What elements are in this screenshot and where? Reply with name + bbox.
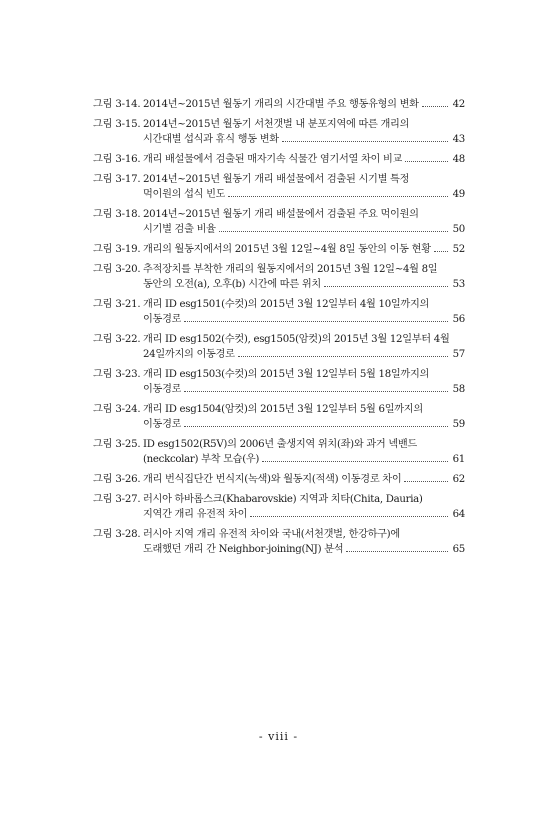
caption-line bbox=[143, 332, 465, 347]
page-number: 65 bbox=[452, 544, 465, 555]
figure-caption bbox=[143, 402, 465, 432]
figure-number: 그림 3-28. bbox=[93, 529, 141, 540]
figure-caption bbox=[143, 367, 465, 397]
caption-text: 시기별 검출 비율 bbox=[143, 224, 216, 235]
toc-entry[interactable] bbox=[93, 97, 465, 112]
caption-text: 개리 ID esg1503(수컷)의 2015년 3월 12일부터 5월 18일까지의 bbox=[143, 369, 430, 380]
toc-entry[interactable] bbox=[93, 207, 465, 237]
toc-entry[interactable] bbox=[93, 262, 465, 292]
figure-number: 그림 3-27. bbox=[93, 494, 141, 505]
dot-leader bbox=[184, 425, 448, 427]
page-number: 56 bbox=[452, 314, 465, 325]
caption-text: 추적장치를 부착한 개리의 월동지에서의 2015년 3월 12일~4월 8일 bbox=[143, 264, 438, 275]
caption-text: 개리 ID esg1501(수컷)의 2015년 3월 12일부터 4월 10일까지의 bbox=[143, 299, 430, 310]
caption-text: 2014년~2015년 월동기 서천갯벌 내 분포지역에 따른 개리의 bbox=[143, 119, 410, 130]
dot-leader bbox=[184, 390, 448, 392]
page-number: 52 bbox=[452, 244, 465, 255]
caption-text: 러시아 하바롭스크(Khabarovskie) 지역과 치타(Chita, Dauria) bbox=[143, 494, 423, 505]
caption-text: 개리 ID esg1502(수컷), esg1505(암컷)의 2015년 3월 12일부터 4월 bbox=[143, 334, 450, 345]
toc-entry[interactable] bbox=[93, 297, 465, 327]
caption-text: (neckcolar) 부착 모습(우) bbox=[143, 454, 260, 465]
figure-number: 그림 3-21. bbox=[93, 299, 141, 310]
page-number: 59 bbox=[452, 419, 465, 430]
caption-text: 개리의 월동지에서의 2015년 3월 12일~4월 8일 동안의 이동 현황 bbox=[143, 244, 431, 255]
caption-line bbox=[143, 452, 465, 467]
caption-line bbox=[143, 152, 465, 167]
caption-text: 먹이원의 섭식 빈도 bbox=[143, 189, 226, 200]
caption-line bbox=[143, 402, 465, 417]
caption-line bbox=[143, 97, 465, 112]
caption-text: 러시아 지역 개리 유전적 차이와 국내(서천갯벌, 한강하구)에 bbox=[143, 529, 400, 540]
caption-line bbox=[143, 347, 465, 362]
figure-number: 그림 3-17. bbox=[93, 174, 141, 185]
caption-text: 지역간 개리 유전적 차이 bbox=[143, 509, 248, 520]
figure-caption bbox=[143, 437, 465, 467]
dot-leader bbox=[250, 515, 448, 517]
caption-line bbox=[143, 187, 465, 202]
caption-text: 이동경로 bbox=[143, 419, 182, 430]
figure-caption bbox=[143, 242, 465, 257]
figure-caption bbox=[143, 262, 465, 292]
caption-text: 24일까지의 이동경로 bbox=[143, 349, 235, 360]
figure-list bbox=[93, 97, 465, 562]
figure-number: 그림 3-16. bbox=[93, 154, 141, 165]
page-number: 64 bbox=[452, 509, 465, 520]
caption-line bbox=[143, 472, 465, 487]
caption-line bbox=[143, 132, 465, 147]
figure-number: 그림 3-19. bbox=[93, 244, 141, 255]
dot-leader bbox=[422, 105, 448, 107]
caption-line bbox=[143, 507, 465, 522]
page-number: 50 bbox=[452, 224, 465, 235]
page-number: 49 bbox=[452, 189, 465, 200]
caption-line bbox=[143, 117, 465, 132]
caption-text: ID esg1502(R5V)의 2006년 출생지역 위치(좌)와 과거 넥밴드 bbox=[143, 439, 417, 450]
figure-number: 그림 3-23. bbox=[93, 369, 141, 380]
toc-entry[interactable] bbox=[93, 527, 465, 557]
caption-line bbox=[143, 542, 465, 557]
page-number: 42 bbox=[452, 99, 465, 110]
dot-leader bbox=[282, 140, 448, 142]
toc-entry[interactable] bbox=[93, 242, 465, 257]
caption-line bbox=[143, 262, 465, 277]
figure-number: 그림 3-14. bbox=[93, 99, 141, 110]
figure-caption bbox=[143, 492, 465, 522]
figure-number: 그림 3-20. bbox=[93, 264, 141, 275]
figure-number: 그림 3-25. bbox=[93, 439, 141, 450]
dot-leader bbox=[324, 285, 448, 287]
page-number: 61 bbox=[452, 454, 465, 465]
dot-leader bbox=[405, 160, 448, 162]
figure-number: 그림 3-15. bbox=[93, 119, 141, 130]
caption-text: 2014년~2015년 월동기 개리 배설물에서 검출된 주요 먹이원의 bbox=[143, 209, 419, 220]
page-number: 43 bbox=[452, 134, 465, 145]
figure-caption bbox=[143, 207, 465, 237]
figure-number: 그림 3-24. bbox=[93, 404, 141, 415]
toc-entry[interactable] bbox=[93, 367, 465, 397]
caption-line bbox=[143, 492, 465, 507]
dot-leader bbox=[184, 320, 448, 322]
figure-caption bbox=[143, 172, 465, 202]
toc-entry[interactable] bbox=[93, 492, 465, 522]
figure-caption bbox=[143, 152, 465, 167]
figure-caption bbox=[143, 527, 465, 557]
caption-text: 개리 배설물에서 검출된 매자기속 식물간 염기서열 차이 비교 bbox=[143, 154, 403, 165]
page-number: 53 bbox=[452, 279, 465, 290]
caption-text: 2014년~2015년 월동기 개리의 시간대별 주요 행동유형의 변화 bbox=[143, 99, 419, 110]
page-number: 57 bbox=[452, 349, 465, 360]
caption-line bbox=[143, 312, 465, 327]
toc-entry[interactable] bbox=[93, 152, 465, 167]
toc-entry[interactable] bbox=[93, 402, 465, 432]
page-number: 58 bbox=[452, 384, 465, 395]
figure-caption bbox=[143, 117, 465, 147]
caption-line bbox=[143, 367, 465, 382]
figure-caption bbox=[143, 297, 465, 327]
dot-leader bbox=[434, 250, 448, 252]
caption-line bbox=[143, 222, 465, 237]
caption-text: 개리 번식집단간 번식지(녹색)와 월동지(적색) 이동경로 차이 bbox=[143, 474, 402, 485]
toc-entry[interactable] bbox=[93, 472, 465, 487]
caption-line bbox=[143, 437, 465, 452]
caption-text: 동안의 오전(a), 오후(b) 시간에 따른 위치 bbox=[143, 279, 321, 290]
dot-leader bbox=[346, 550, 448, 552]
dot-leader bbox=[228, 195, 448, 197]
caption-line bbox=[143, 277, 465, 292]
page-footer-number: - viii - bbox=[258, 730, 299, 743]
figure-caption bbox=[143, 472, 465, 487]
figure-number: 그림 3-18. bbox=[93, 209, 141, 220]
toc-entry[interactable] bbox=[93, 332, 465, 362]
dot-leader bbox=[404, 480, 448, 482]
figure-caption bbox=[143, 97, 465, 112]
toc-entry[interactable] bbox=[93, 172, 465, 202]
toc-entry[interactable] bbox=[93, 117, 465, 147]
caption-line bbox=[143, 382, 465, 397]
dot-leader bbox=[219, 230, 448, 232]
dot-leader bbox=[238, 355, 448, 357]
figure-number: 그림 3-22. bbox=[93, 334, 141, 345]
caption-text: 2014년~2015년 월동기 개리 배설물에서 검출된 시기별 특정 bbox=[143, 174, 410, 185]
page-number: 48 bbox=[452, 154, 465, 165]
caption-line bbox=[143, 207, 465, 222]
figure-number: 그림 3-26. bbox=[93, 474, 141, 485]
caption-text: 시간대별 섭식과 휴식 행동 변화 bbox=[143, 134, 279, 145]
caption-text: 개리 ID esg1504(암컷)의 2015년 3월 12일부터 5월 6일까지의 bbox=[143, 404, 423, 415]
caption-line bbox=[143, 417, 465, 432]
toc-entry[interactable] bbox=[93, 437, 465, 467]
figure-caption bbox=[143, 332, 465, 362]
dot-leader bbox=[262, 460, 448, 462]
caption-text: 도래했던 개리 간 Neighbor-joining(NJ) 분석 bbox=[143, 544, 344, 555]
caption-text: 이동경로 bbox=[143, 314, 182, 325]
caption-line bbox=[143, 527, 465, 542]
page-number: 62 bbox=[452, 474, 465, 485]
caption-line bbox=[143, 297, 465, 312]
caption-text: 이동경로 bbox=[143, 384, 182, 395]
caption-line bbox=[143, 242, 465, 257]
caption-line bbox=[143, 172, 465, 187]
